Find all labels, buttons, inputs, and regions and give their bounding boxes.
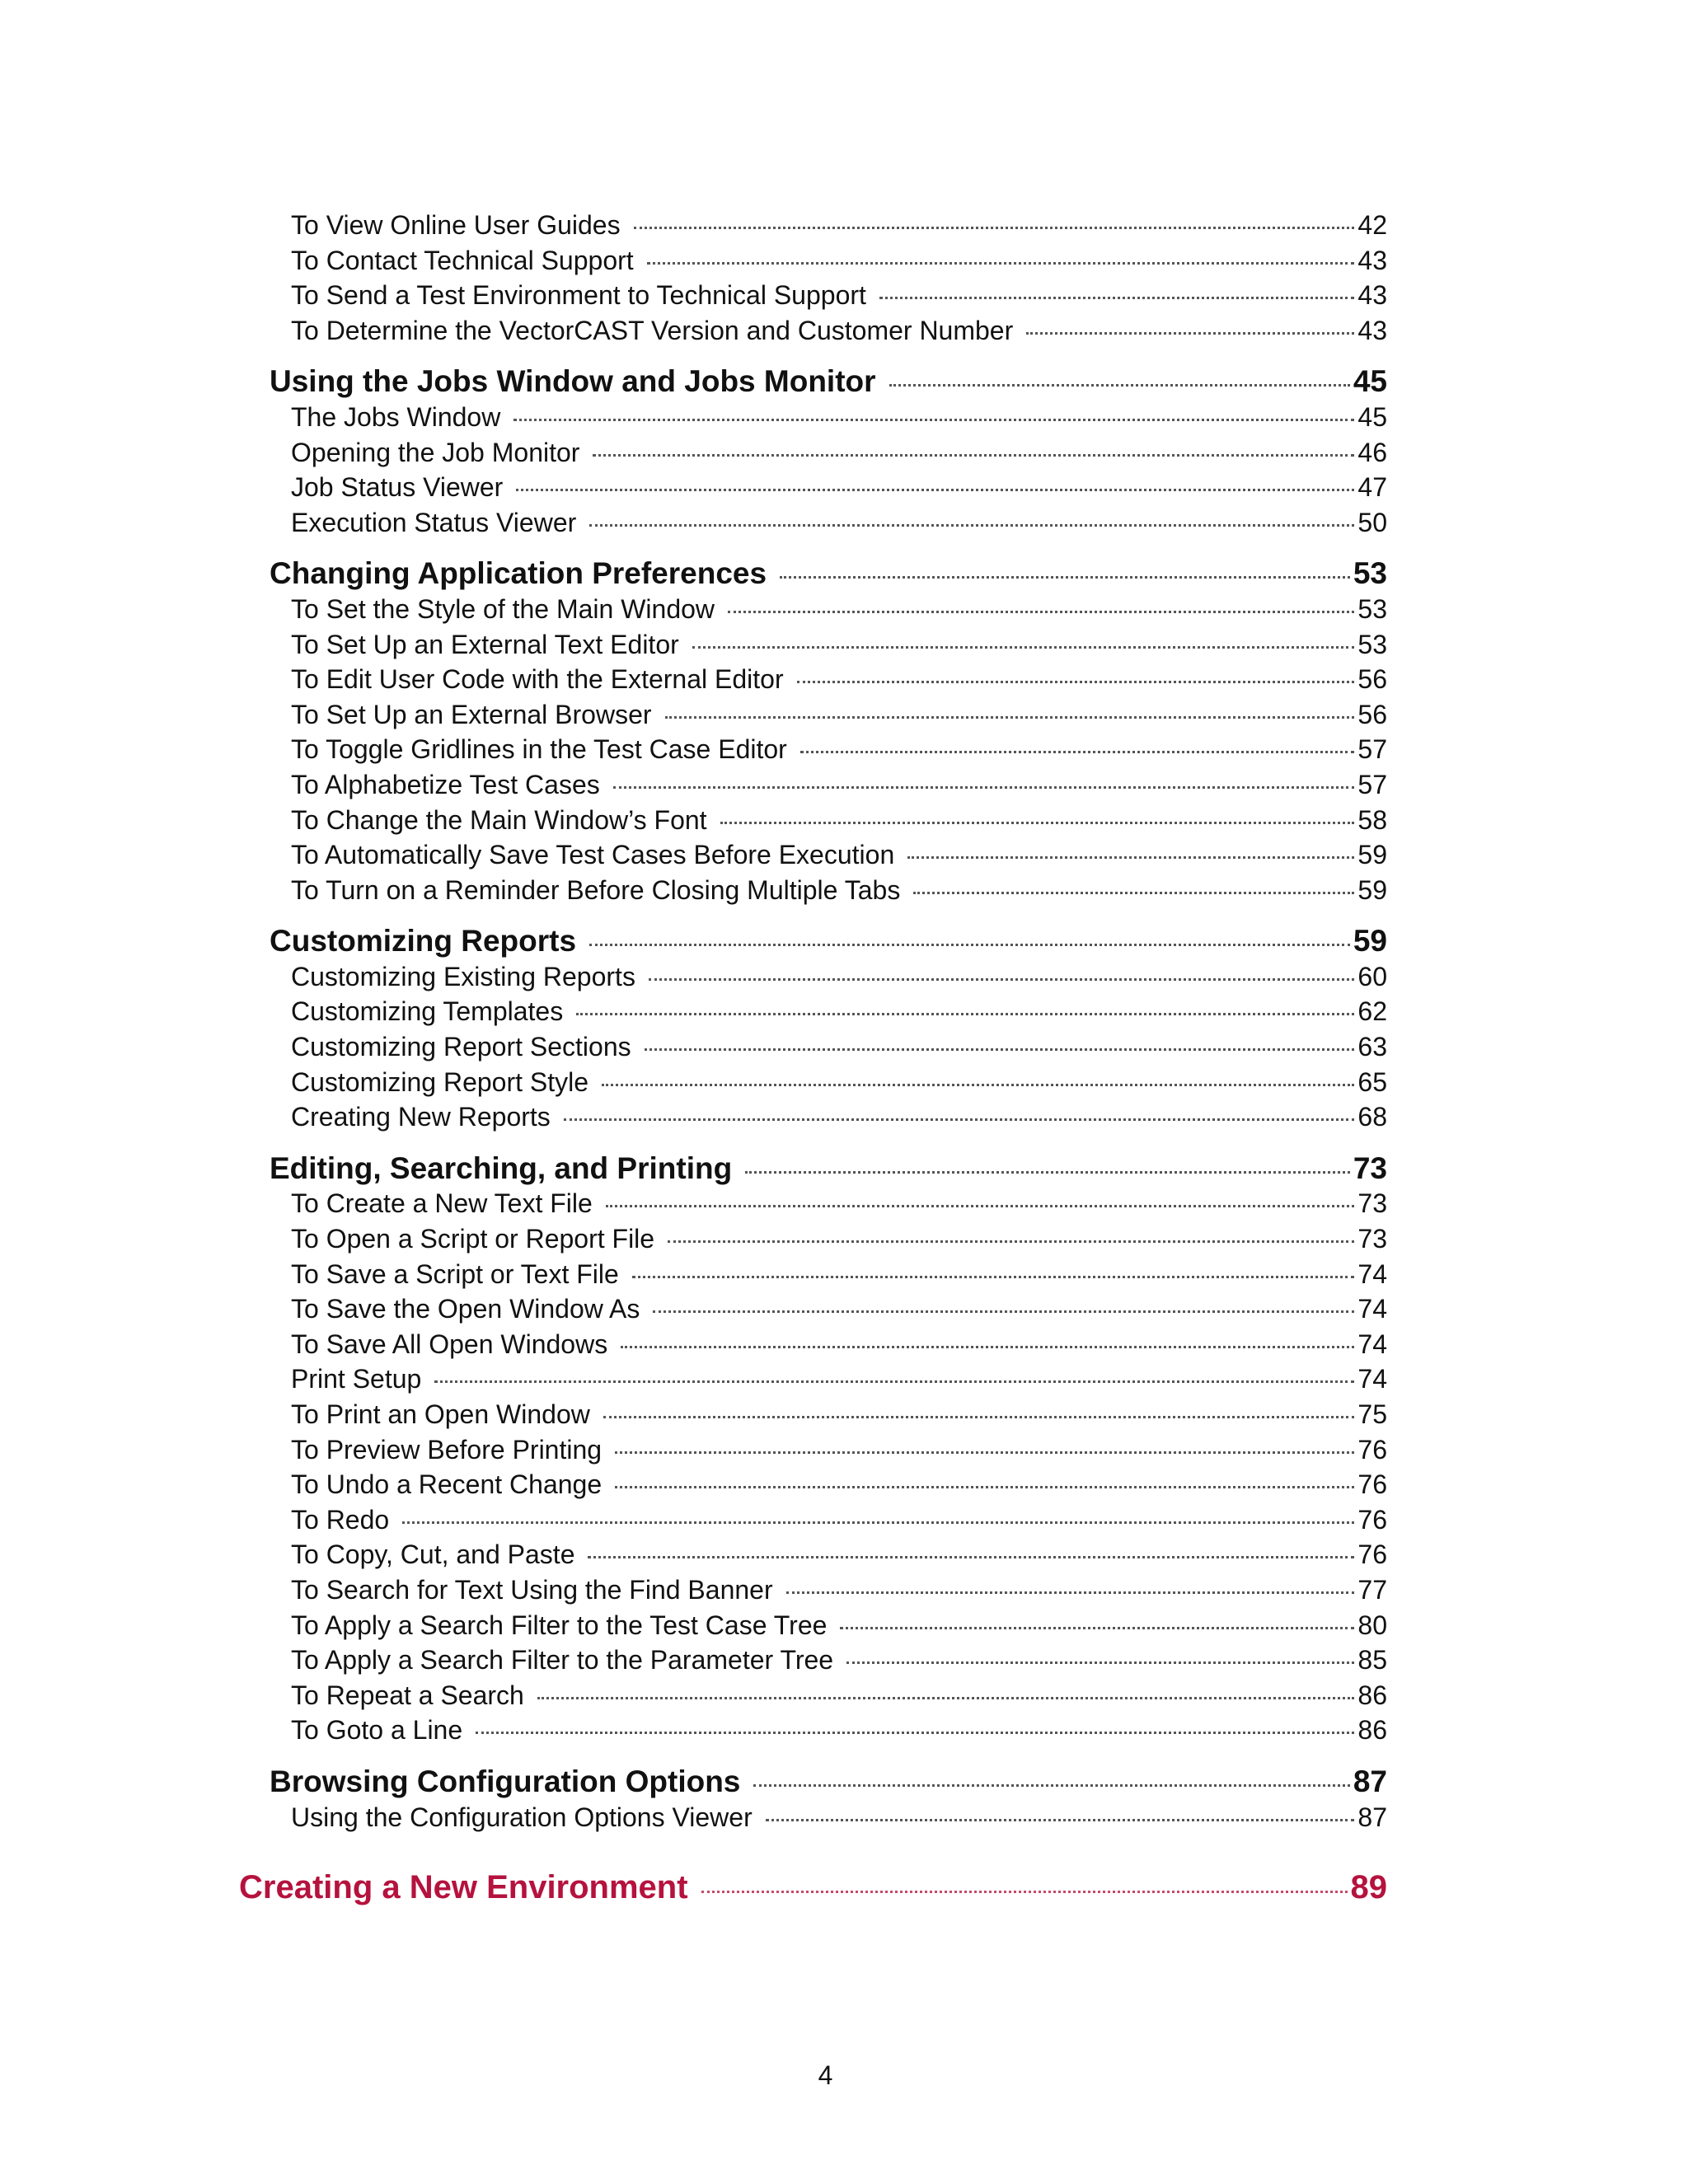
toc-subsection-entry[interactable] [291,1327,1387,1362]
toc-subsection-entry[interactable] [291,470,1387,505]
toc-entry-title: Using the Configuration Options Viewer [291,1802,753,1832]
toc-entry-title: To Determine the VectorCAST Version and Customer Number [291,315,1014,345]
toc-entry-page: 87 [1353,1764,1387,1798]
toc-entry-title: Execution Status Viewer [291,507,577,537]
dot-leader [476,1732,1354,1734]
dot-leader [513,419,1354,421]
toc-subsection-entry[interactable] [291,803,1387,838]
toc-subsection-entry[interactable] [291,662,1387,697]
toc-subsection-entry[interactable] [291,1397,1387,1432]
toc-entry-page: 89 [1350,1869,1387,1906]
toc-entry-title: To Alphabetize Test Cases [291,769,600,799]
toc-subsection-entry[interactable] [291,1713,1387,1748]
toc-entry-page: 53 [1357,593,1387,624]
toc-entry-page: 56 [1357,664,1387,695]
toc-subsection-entry[interactable] [291,1221,1387,1257]
toc-entry-title: To Send a Test Environment to Technical Support [291,280,866,311]
toc-entry-title: Customizing Reports [270,924,577,958]
toc-entry-page: 74 [1357,1329,1387,1359]
toc-entry-page: 85 [1357,1645,1387,1675]
toc-subsection-entry[interactable] [291,208,1387,243]
dot-leader [797,681,1355,683]
toc-section-entry[interactable] [270,1765,1387,1800]
toc-entry-page: 50 [1357,507,1387,537]
toc-entry-title: To Automatically Save Test Cases Before Execution [291,840,895,870]
toc-entry-title: Editing, Searching, and Printing [270,1151,733,1185]
toc-entry-title: The Jobs Window [291,401,501,432]
toc-entry-page: 76 [1357,1540,1387,1570]
toc-subsection-entry[interactable] [291,505,1387,541]
toc-entry-page: 74 [1357,1294,1387,1324]
toc-subsection-entry[interactable] [291,1800,1387,1835]
dot-leader [879,297,1355,299]
dot-leader [593,454,1354,457]
dot-leader [588,1556,1354,1558]
toc-entry-page: 73 [1353,1151,1387,1185]
toc-entry-page: 74 [1357,1258,1387,1289]
toc-entry-page: 53 [1353,556,1387,591]
toc-subsection-entry[interactable] [291,592,1387,627]
toc-entry-page: 60 [1357,961,1387,991]
dot-leader [589,944,1350,946]
toc-entry-title: To Set Up an External Browser [291,699,652,729]
dot-leader [434,1380,1354,1383]
toc-subsection-entry[interactable] [291,1291,1387,1327]
toc-subsection-entry[interactable] [291,994,1387,1029]
toc-subsection-entry[interactable] [291,959,1387,995]
dot-leader [647,262,1355,265]
toc-entry-page: 58 [1357,804,1387,835]
dot-leader [613,786,1355,789]
toc-subsection-entry[interactable] [291,873,1387,908]
toc-subsection-entry[interactable] [291,1467,1387,1502]
toc-entry-page: 46 [1357,437,1387,467]
dot-leader [516,489,1354,491]
toc-entry-page: 68 [1357,1102,1387,1132]
toc-entry-title: Print Setup [291,1364,422,1394]
toc-entry-page: 75 [1357,1399,1387,1429]
toc-entry-page: 45 [1357,401,1387,432]
dot-leader [786,1591,1355,1594]
toc-entry-title: To Save All Open Windows [291,1329,608,1359]
dot-leader [692,646,1355,649]
toc-entry-page: 45 [1353,364,1387,399]
toc-entry-title: Opening the Job Monitor [291,437,580,467]
dot-leader [766,1819,1355,1821]
toc-subsection-entry[interactable] [291,435,1387,471]
toc-subsection-entry[interactable] [291,1502,1387,1538]
toc-subsection-entry[interactable] [291,767,1387,803]
dot-leader [728,611,1354,613]
toc-entry-title: Customizing Report Style [291,1066,589,1097]
dot-leader [649,978,1354,981]
toc-entry-title: To Apply a Search Filter to the Test Case Tree [291,1610,828,1640]
page-number: 4 [818,2060,833,2090]
toc-subsection-entry[interactable] [291,1678,1387,1713]
dot-leader [753,1784,1349,1787]
toc-entry-title: Creating a New Environment [239,1869,688,1906]
toc-entry-page: 57 [1357,769,1387,799]
toc-section-entry[interactable] [270,364,1387,400]
dot-leader [602,1084,1354,1086]
dot-leader [800,751,1355,753]
dot-leader [907,856,1354,859]
toc-entry-title: Changing Application Preferences [270,556,767,591]
dot-leader [780,576,1350,579]
toc-entry-page: 53 [1357,629,1387,659]
toc-subsection-entry[interactable] [291,1361,1387,1397]
toc-entry-page: 73 [1357,1224,1387,1254]
toc-subsection-entry[interactable] [291,1257,1387,1292]
toc-entry-title: Using the Jobs Window and Jobs Monitor [270,364,876,399]
toc-entry-title: Creating New Reports [291,1102,551,1132]
dot-leader [606,1205,1355,1207]
toc-entry-page: 80 [1357,1610,1387,1640]
toc-entry-title: Job Status Viewer [291,472,504,503]
dot-leader [603,1416,1355,1418]
toc-section-entry[interactable] [270,1151,1387,1187]
toc-entry-title: To Search for Text Using the Find Banner [291,1574,773,1605]
toc-entry-page: 42 [1357,210,1387,240]
toc-entry-title: To Open a Script or Report File [291,1224,655,1254]
toc-entry-page: 59 [1353,924,1387,958]
toc-entry-page: 57 [1357,734,1387,765]
toc-entry-page: 86 [1357,1680,1387,1710]
toc-subsection-entry[interactable] [291,837,1387,873]
toc-subsection-entry[interactable] [291,400,1387,435]
toc-entry-page: 73 [1357,1188,1387,1219]
toc-subsection-entry[interactable] [291,1608,1387,1643]
toc-entry-title: To Set the Style of the Main Window [291,593,715,624]
toc-subsection-entry[interactable] [291,1099,1387,1135]
toc-entry-page: 87 [1357,1802,1387,1832]
toc-subsection-entry[interactable] [291,732,1387,767]
toc-entry-title: To Change the Main Window’s Font [291,804,707,835]
toc-subsection-entry[interactable] [291,243,1387,279]
toc-entry-page: 62 [1357,996,1387,1027]
dot-leader [840,1627,1354,1629]
dot-leader [1026,332,1354,335]
toc-entry-page: 56 [1357,699,1387,729]
toc-entry-title: To Goto a Line [291,1715,463,1746]
dot-leader [889,384,1350,387]
toc-section-entry[interactable] [270,556,1387,592]
toc-entry-page: 76 [1357,1504,1387,1535]
toc-entry-title: To Set Up an External Text Editor [291,629,679,659]
toc-subsection-entry[interactable] [291,1186,1387,1221]
dot-leader [720,822,1355,824]
toc-entry-page: 77 [1357,1574,1387,1605]
toc-section-entry[interactable] [270,924,1387,959]
dot-leader [665,716,1355,719]
toc-subsection-entry[interactable] [291,1065,1387,1100]
dot-leader [645,1048,1355,1051]
toc-subsection-entry[interactable] [291,697,1387,733]
dot-leader [634,227,1355,229]
toc-entry-title: To Create a New Text File [291,1188,593,1219]
toc-subsection-entry[interactable] [291,278,1387,313]
toc-entry-title: Customizing Report Sections [291,1032,631,1062]
toc-entry-page: 63 [1357,1032,1387,1062]
dot-leader [402,1521,1354,1524]
toc-subsection-entry[interactable] [291,1572,1387,1608]
toc-entry-title: To Toggle Gridlines in the Test Case Editor [291,734,787,765]
dot-leader [632,1276,1355,1278]
toc-entry-title: To Copy, Cut, and Paste [291,1540,575,1570]
toc-entry-page: 47 [1357,472,1387,503]
dot-leader [589,524,1354,527]
dot-leader [745,1171,1350,1174]
toc-entry-page: 65 [1357,1066,1387,1097]
toc-entry-title: To Preview Before Printing [291,1434,603,1465]
toc-entry-title: To Save the Open Window As [291,1294,640,1324]
toc-entry-title: To Apply a Search Filter to the Parameter Tree [291,1645,834,1675]
toc-entry-page: 76 [1357,1469,1387,1500]
dot-leader [846,1661,1354,1664]
dot-leader [668,1240,1354,1243]
dot-leader [537,1697,1355,1699]
toc-entry-page: 43 [1357,315,1387,345]
toc-entry-title: To Undo a Recent Change [291,1469,603,1500]
toc-entry-title: Customizing Templates [291,996,564,1027]
toc-subsection-entry[interactable] [291,1029,1387,1065]
toc-entry-title: To Edit User Code with the External Editor [291,664,784,695]
toc-entry-title: To Contact Technical Support [291,245,634,275]
toc-entry-title: Customizing Existing Reports [291,961,635,991]
toc-subsection-entry[interactable] [291,1432,1387,1468]
toc-entry-page: 43 [1357,280,1387,311]
toc-entry-title: To Redo [291,1504,390,1535]
toc-entry-page: 76 [1357,1434,1387,1465]
dot-leader [621,1346,1354,1348]
toc-entry-title: To Print an Open Window [291,1399,590,1429]
dot-leader [576,1013,1354,1015]
toc-subsection-entry[interactable] [291,313,1387,349]
toc-entry-title: To Save a Script or Text File [291,1258,619,1289]
dot-leader [615,1451,1354,1454]
toc-entry-page: 86 [1357,1715,1387,1746]
toc-entry-page: 43 [1357,245,1387,275]
toc-entry-page: 74 [1357,1364,1387,1394]
toc-entry-page: 59 [1357,874,1387,905]
dot-leader [701,1891,1348,1893]
dot-leader [615,1486,1354,1488]
table-of-contents [0,208,1688,1907]
toc-entry-title: To Repeat a Search [291,1680,524,1710]
dot-leader [653,1310,1354,1313]
toc-entry-title: To Turn on a Reminder Before Closing Multiple Tabs [291,874,901,905]
toc-subsection-entry[interactable] [291,627,1387,663]
toc-chapter-entry[interactable] [239,1868,1387,1907]
dot-leader [564,1118,1355,1121]
toc-subsection-entry[interactable] [291,1537,1387,1572]
toc-entry-title: To View Online User Guides [291,210,621,240]
toc-entry-title: Browsing Configuration Options [270,1764,741,1798]
dot-leader [913,892,1354,894]
toc-subsection-entry[interactable] [291,1643,1387,1678]
toc-entry-page: 59 [1357,840,1387,870]
